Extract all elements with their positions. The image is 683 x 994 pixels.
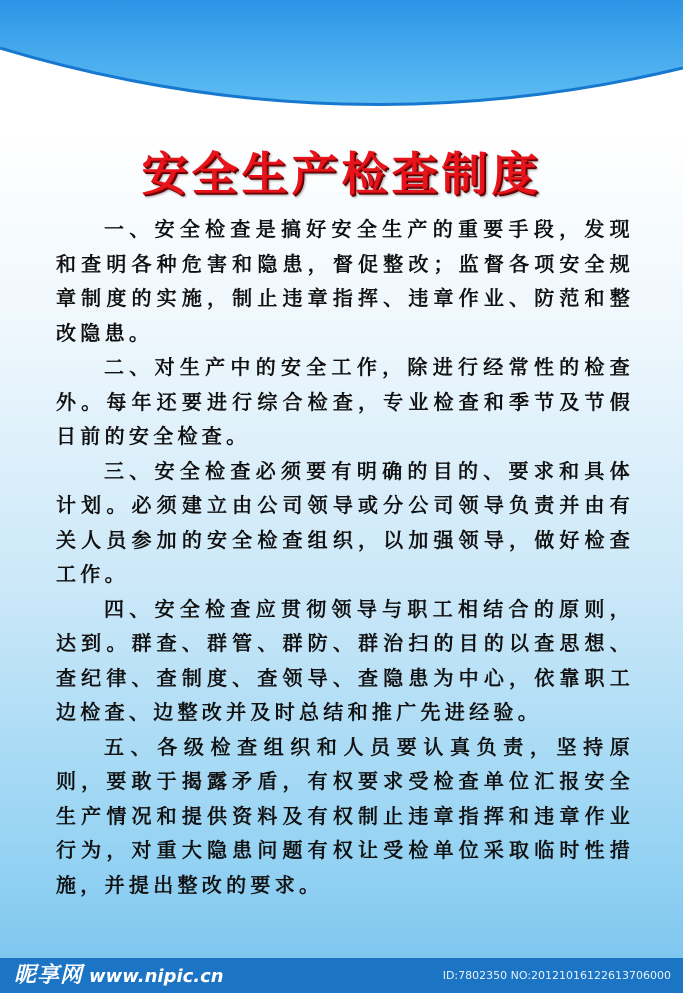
regulation-body [56,212,634,902]
paragraph-2: 二、对生产中的安全工作，除进行经常性的检查外。每年还要进行综合检查，专业检查和季节及节假日前的安全检查。 [56,355,634,448]
page-title: 安全生产检查制度 [141,147,542,201]
watermark-image-id: ID:7802350 NO:20121016122613706000 [442,969,671,982]
watermark-bar [0,958,683,993]
paragraph-4: 四、安全检查应贯彻领导与职工相结合的原则，达到。群查、群管、群防、群治扫的目的以查思想、查纪律、查制度、查领导、查隐患为中心，依靠职工边检查、边整改并及时总结和推广先进经验。 [56,596,634,724]
watermark-brand: 昵享网 [14,963,84,988]
paragraph-1: 一、安全检查是搞好安全生产的重要手段，发现和查明各种危害和隐患，督促整改；监督各项安全规章制度的实施，制止违章指挥、违章作业、防范和整改隐患。 [56,217,634,345]
watermark-logo [14,958,224,993]
top-blue-arc [0,0,683,115]
paragraph-3: 三、安全检查必须要有明确的目的、要求和具体计划。必须建立由公司领导或分公司领导负责并由有关人员参加的安全检查组织，以加强领导，做好检查工作。 [56,458,634,586]
paragraph-5: 五、各级检查组织和人员要认真负责，坚持原则，要敢于揭露矛盾，有权要求受检查单位汇报安全生产情况和提供资料及有权制止违章指挥和违章作业行为，对重大隐患问题有权让受检单位采取临时性措施，并提出整改的要求。 [56,734,634,897]
watermark-url: www.nipic.cn [89,966,224,987]
